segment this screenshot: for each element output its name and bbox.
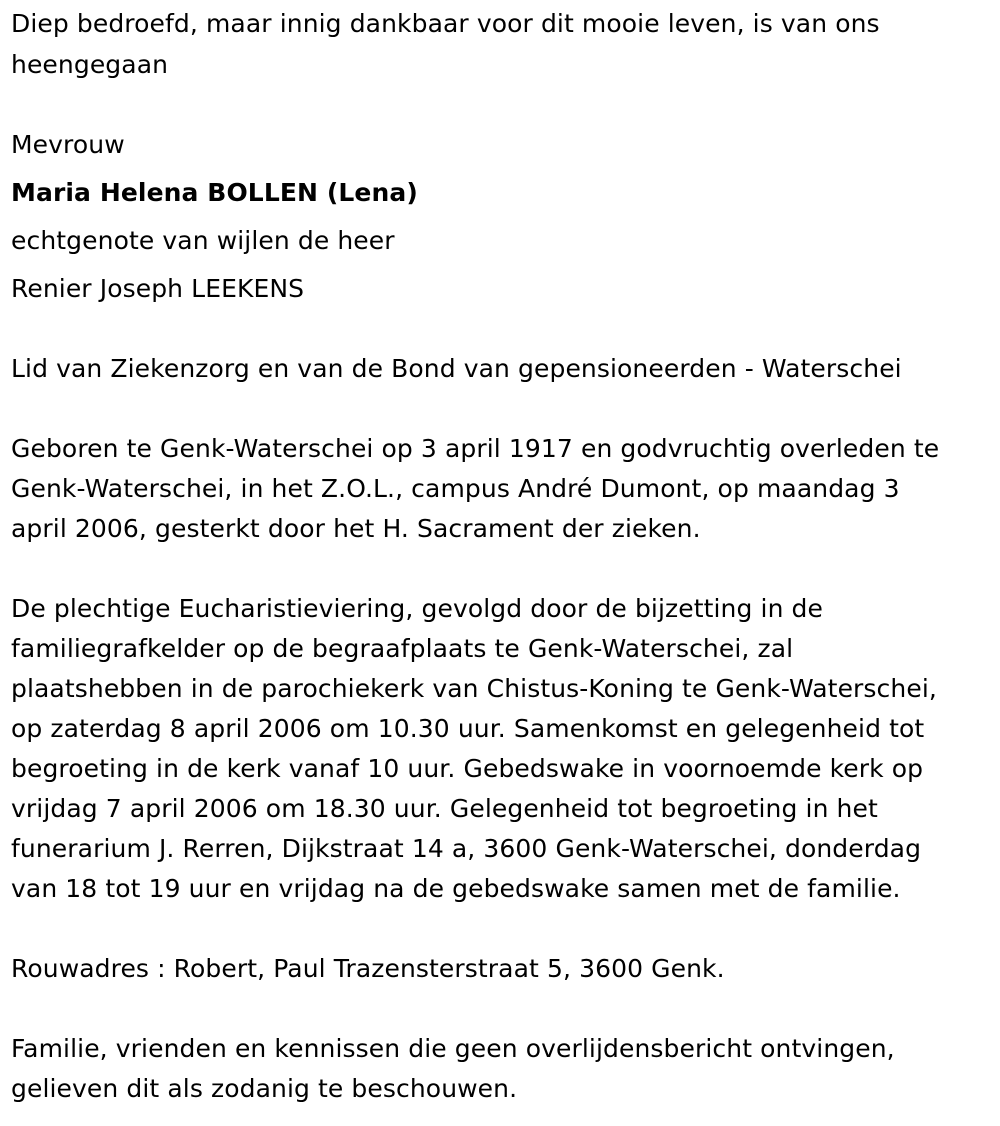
mourning-address: Rouwadres : Robert, Paul Trazensterstraat 5, 3600 Genk. [11, 954, 725, 983]
birth-death-line: Geboren te Genk-Waterschei op 3 april 1917 en godvruchtig overleden te [11, 434, 940, 463]
birth-death-line: april 2006, gesterkt door het H. Sacrament der zieken. [11, 514, 701, 543]
closing-line: Familie, vrienden en kennissen die geen overlijdensbericht ontvingen, [11, 1034, 895, 1063]
birth-death-line: Genk-Waterschei, in het Z.O.L., campus André Dumont, op maandag 3 [11, 474, 900, 503]
closing-line: gelieven dit als zodanig te beschouwen. [11, 1074, 518, 1103]
spouse-name: Renier Joseph LEEKENS [11, 274, 305, 303]
ceremony-line: plaatshebben in de parochiekerk van Chistus-Koning te Genk-Waterschei, [11, 674, 937, 703]
ceremony-line: van 18 tot 19 uur en vrijdag na de gebedswake samen met de familie. [11, 874, 901, 903]
ceremony-line: op zaterdag 8 april 2006 om 10.30 uur. Samenkomst en gelegenheid tot [11, 714, 925, 743]
ceremony-line: funerarium J. Rerren, Dijkstraat 14 a, 3600 Genk-Waterschei, donderdag [11, 834, 922, 863]
relation-text: echtgenote van wijlen de heer [11, 226, 395, 255]
honorific-title: Mevrouw [11, 130, 125, 159]
ceremony-line: begroeting in de kerk vanaf 10 uur. Gebedswake in voornoemde kerk op [11, 754, 924, 783]
intro-line: Diep bedroefd, maar innig dankbaar voor dit mooie leven, is van ons [11, 9, 880, 38]
ceremony-line: vrijdag 7 april 2006 om 18.30 uur. Gelegenheid tot begroeting in het [11, 794, 878, 823]
ceremony-line: familiegrafkelder op de begraafplaats te Genk-Waterschei, zal [11, 634, 794, 663]
membership-text: Lid van Ziekenzorg en van de Bond van gepensioneerden - Waterschei [11, 354, 902, 383]
deceased-name: Maria Helena BOLLEN (Lena) [11, 178, 418, 207]
ceremony-line: De plechtige Eucharistieviering, gevolgd door de bijzetting in de [11, 594, 824, 623]
intro-line: heengegaan [11, 50, 169, 79]
